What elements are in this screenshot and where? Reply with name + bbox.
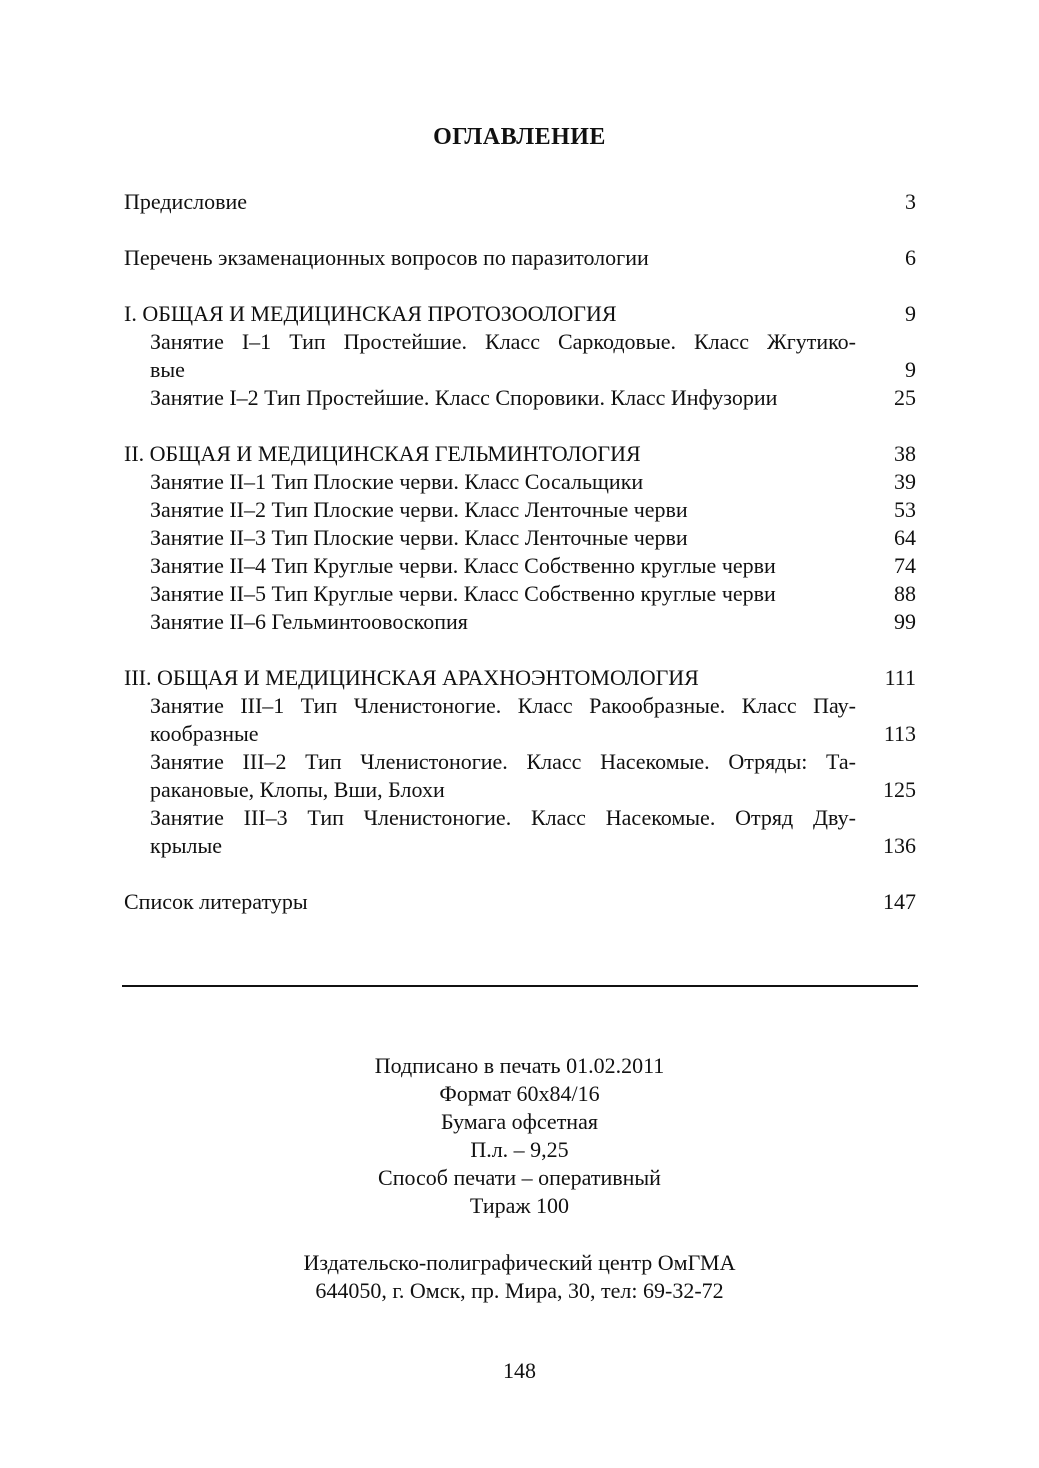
toc-entry-text: Перечень экзаменационных вопросов по паразитологии bbox=[124, 245, 649, 270]
toc-section-page: 111 bbox=[884, 665, 916, 690]
table-of-contents bbox=[124, 188, 918, 916]
toc-lesson-iii-2 bbox=[124, 748, 918, 776]
toc-section-protozoology bbox=[124, 300, 918, 328]
toc-entry-page: 147 bbox=[883, 889, 916, 914]
publisher-address: 644050, г. Омск, пр. Мира, 30, тел: 69-32-72 bbox=[315, 1278, 724, 1303]
toc-entry-page: 3 bbox=[905, 189, 916, 214]
toc-lesson-text-line1: Занятие III–1 Тип Членистоногие. Класс Ракообразные. Класс Пау- bbox=[150, 693, 856, 718]
toc-entry-preface bbox=[124, 188, 918, 216]
toc-section-text: II. ОБЩАЯ И МЕДИЦИНСКАЯ ГЕЛЬМИНТОЛОГИЯ bbox=[124, 441, 641, 466]
toc-lesson-page: 136 bbox=[883, 833, 916, 858]
toc-section-arachnoentomology bbox=[124, 664, 918, 692]
toc-lesson-text-line1: Занятие III–3 Тип Членистоногие. Класс Насекомые. Отряд Дву- bbox=[150, 805, 856, 830]
toc-lesson-ii-3 bbox=[124, 524, 918, 552]
toc-lesson-page: 125 bbox=[883, 777, 916, 802]
toc-lesson-text-line2: ракановые, Клопы, Вши, Блохи bbox=[150, 777, 445, 802]
publisher-name: Издательско-полиграфический центр ОмГМА bbox=[303, 1250, 736, 1275]
toc-entry-references bbox=[124, 888, 918, 916]
page-title: ОГЛАВЛЕНИЕ bbox=[433, 124, 606, 150]
toc-lesson-ii-5 bbox=[124, 580, 918, 608]
toc-lesson-text-line2: вые bbox=[150, 357, 185, 382]
toc-lesson-text: Занятие II–3 Тип Плоские черви. Класс Ленточные черви bbox=[150, 525, 688, 550]
toc-lesson-page: 74 bbox=[894, 553, 916, 578]
toc-entry-text: Предисловие bbox=[124, 189, 247, 214]
toc-lesson-text: Занятие II–4 Тип Круглые черви. Класс Собственно круглые черви bbox=[150, 553, 776, 578]
imprint-paper: Бумага офсетная bbox=[441, 1109, 598, 1134]
page-number: 148 bbox=[503, 1358, 536, 1383]
toc-lesson-text: Занятие I–2 Тип Простейшие. Класс Споровики. Класс Инфузории bbox=[150, 385, 778, 410]
toc-lesson-text-line2: крылые bbox=[150, 833, 222, 858]
toc-lesson-ii-1 bbox=[124, 468, 918, 496]
toc-lesson-page: 99 bbox=[894, 609, 916, 634]
toc-lesson-text-line1: Занятие III–2 Тип Членистоногие. Класс Насекомые. Отряды: Та- bbox=[150, 749, 856, 774]
toc-lesson-i-1-cont bbox=[124, 356, 918, 384]
toc-lesson-iii-2-cont bbox=[124, 776, 918, 804]
imprint-sheets: П.л. – 9,25 bbox=[470, 1137, 569, 1162]
toc-section-page: 38 bbox=[894, 441, 916, 466]
toc-lesson-text-line2: кообразные bbox=[150, 721, 259, 746]
toc-entry-text: Список литературы bbox=[124, 889, 308, 914]
toc-lesson-page: 39 bbox=[894, 469, 916, 494]
toc-lesson-page: 64 bbox=[894, 525, 916, 550]
toc-section-page: 9 bbox=[905, 301, 916, 326]
toc-lesson-text-line1: Занятие I–1 Тип Простейшие. Класс Саркодовые. Класс Жгутико- bbox=[150, 329, 856, 354]
toc-lesson-page: 9 bbox=[905, 357, 916, 382]
toc-lesson-iii-3 bbox=[124, 804, 918, 832]
toc-section-text: I. ОБЩАЯ И МЕДИЦИНСКАЯ ПРОТОЗООЛОГИЯ bbox=[124, 301, 617, 326]
toc-lesson-iii-1 bbox=[124, 692, 918, 720]
toc-lesson-i-1 bbox=[124, 328, 918, 356]
publisher-block bbox=[0, 1249, 1039, 1305]
toc-lesson-text: Занятие II–1 Тип Плоские черви. Класс Сосальщики bbox=[150, 469, 644, 494]
toc-lesson-page: 25 bbox=[894, 385, 916, 410]
imprint-run: Тираж 100 bbox=[469, 1193, 570, 1218]
toc-entry-page: 6 bbox=[905, 245, 916, 270]
toc-lesson-text: Занятие II–5 Тип Круглые черви. Класс Собственно круглые черви bbox=[150, 581, 776, 606]
toc-lesson-page: 113 bbox=[883, 721, 916, 746]
toc-section-text: III. ОБЩАЯ И МЕДИЦИНСКАЯ АРАХНОЭНТОМОЛОГИЯ bbox=[124, 665, 699, 690]
toc-lesson-ii-6 bbox=[124, 608, 918, 636]
toc-entry-questions bbox=[124, 244, 918, 272]
imprint-block bbox=[0, 1052, 1039, 1220]
toc-lesson-iii-3-cont bbox=[124, 832, 918, 860]
toc-lesson-page: 88 bbox=[894, 581, 916, 606]
toc-lesson-text: Занятие II–6 Гельминтоовоскопия bbox=[150, 609, 468, 634]
horizontal-divider bbox=[122, 985, 918, 987]
toc-lesson-page: 53 bbox=[894, 497, 916, 522]
toc-section-helminthology bbox=[124, 440, 918, 468]
toc-lesson-i-2 bbox=[124, 384, 918, 412]
imprint-format: Формат 60х84/16 bbox=[439, 1081, 600, 1106]
toc-lesson-text: Занятие II–2 Тип Плоские черви. Класс Ленточные черви bbox=[150, 497, 688, 522]
toc-lesson-ii-2 bbox=[124, 496, 918, 524]
imprint-signed: Подписано в печать 01.02.2011 bbox=[374, 1053, 665, 1078]
imprint-method: Способ печати – оперативный bbox=[378, 1165, 661, 1190]
toc-lesson-ii-4 bbox=[124, 552, 918, 580]
toc-lesson-iii-1-cont bbox=[124, 720, 918, 748]
